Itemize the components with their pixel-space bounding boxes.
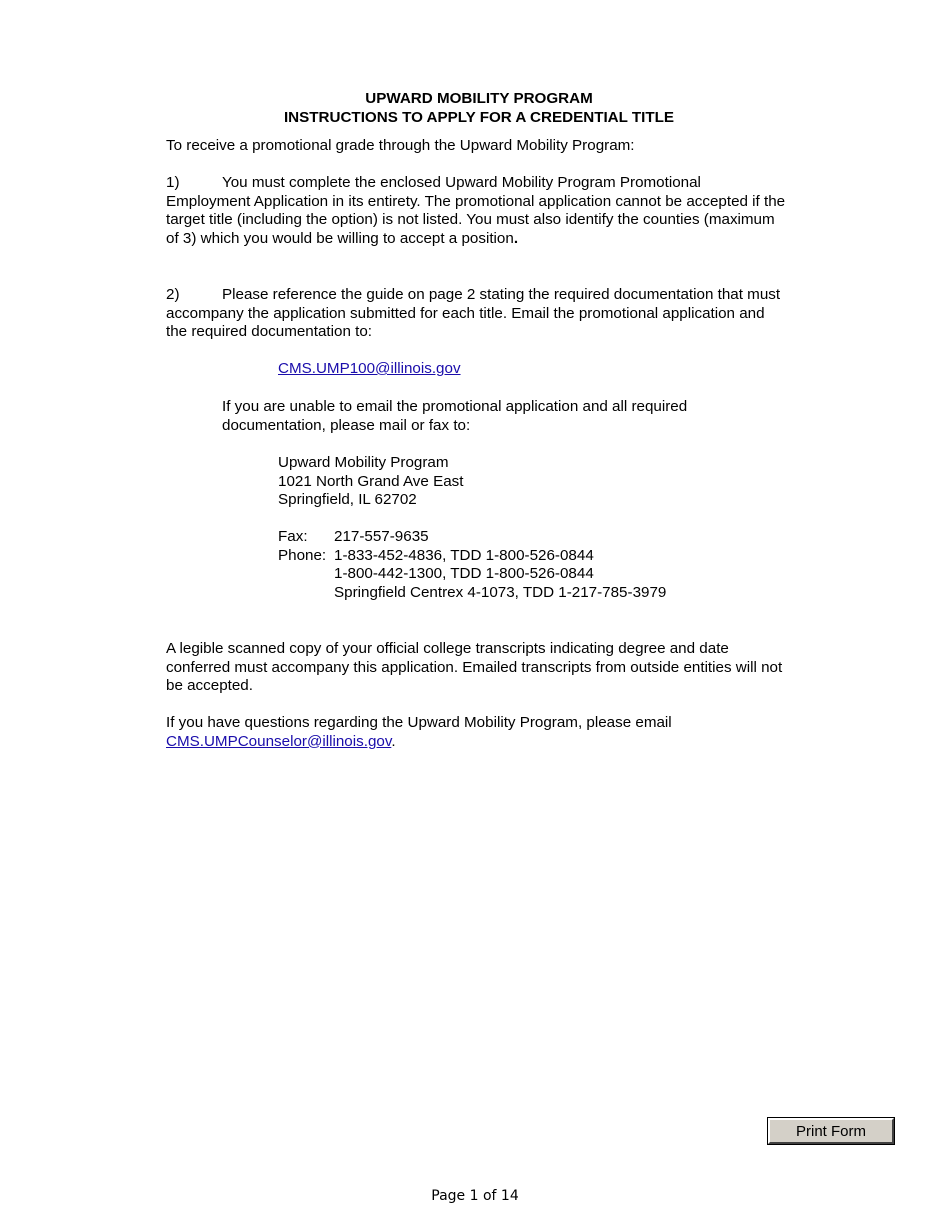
item-2-text: Please reference the guide on page 2 stating the required documentation that must accompany the application submitted for each title. Email the promotional application and the required documentation to: [166,286,781,341]
phone-line: 1-800-442-1300, TDD 1-800-526-0844 [334,565,594,583]
fax-value: 217-557-9635 [334,528,429,545]
questions-text [166,714,786,751]
phone-row [278,547,798,603]
mail-or-fax-text: If you are unable to email the promotional application and all required documentation, please mail or fax to: [222,398,688,434]
print-form-button[interactable]: Print Form [768,1118,894,1144]
page-number: Page 1 of 14 [431,1188,519,1204]
page-title [166,90,792,127]
mailing-address [278,454,678,510]
intro-text: To receive a promotional grade through the Upward Mobility Program: [166,137,635,154]
address-line-1: Upward Mobility Program [278,454,449,471]
item-1-number: 1) [166,174,180,191]
item-2-number: 2) [166,286,180,303]
instruction-item-1 [166,174,786,248]
address-line-3: Springfield, IL 62702 [278,491,417,509]
transcripts-notice: A legible scanned copy of your official college transcripts indicating degree and date conferred must accompany this application. Emailed transcripts from outside entities will not be accepted. [166,640,783,695]
address-line-2: 1021 North Grand Ave East [278,472,464,490]
phone-line: 1-833-452-4836, TDD 1-800-526-0844 [334,546,594,564]
questions-period: . [391,732,396,750]
instruction-item-2 [166,286,786,342]
title-line-2: INSTRUCTIONS TO APPLY FOR A CREDENTIAL TITLE [283,108,675,126]
fax-label: Fax: [278,528,308,545]
questions-sentence: If you have questions regarding the Upward Mobility Program, please email [166,714,672,731]
fax-row [278,528,798,547]
item-1-text: You must complete the enclosed Upward Mobility Program Promotional Employment Application in its entirety. The promotional application cannot be accepted if the target title (including the option) is not listed. You must also identify the counties (maximum of 3) which you would be willing to accept a position [166,174,786,247]
item-1-period: . [513,229,519,247]
phone-values [334,547,666,603]
title-line-1: UPWARD MOBILITY PROGRAM [365,90,593,107]
contact-info [278,528,798,602]
submission-email-link[interactable]: CMS.UMP100@illinois.gov [278,360,461,377]
phone-line: Springfield Centrex 4-1073, TDD 1-217-785-3979 [334,583,667,601]
phone-label: Phone: [278,546,327,564]
counselor-email-link[interactable]: CMS.UMPCounselor@illinois.gov [166,732,392,750]
